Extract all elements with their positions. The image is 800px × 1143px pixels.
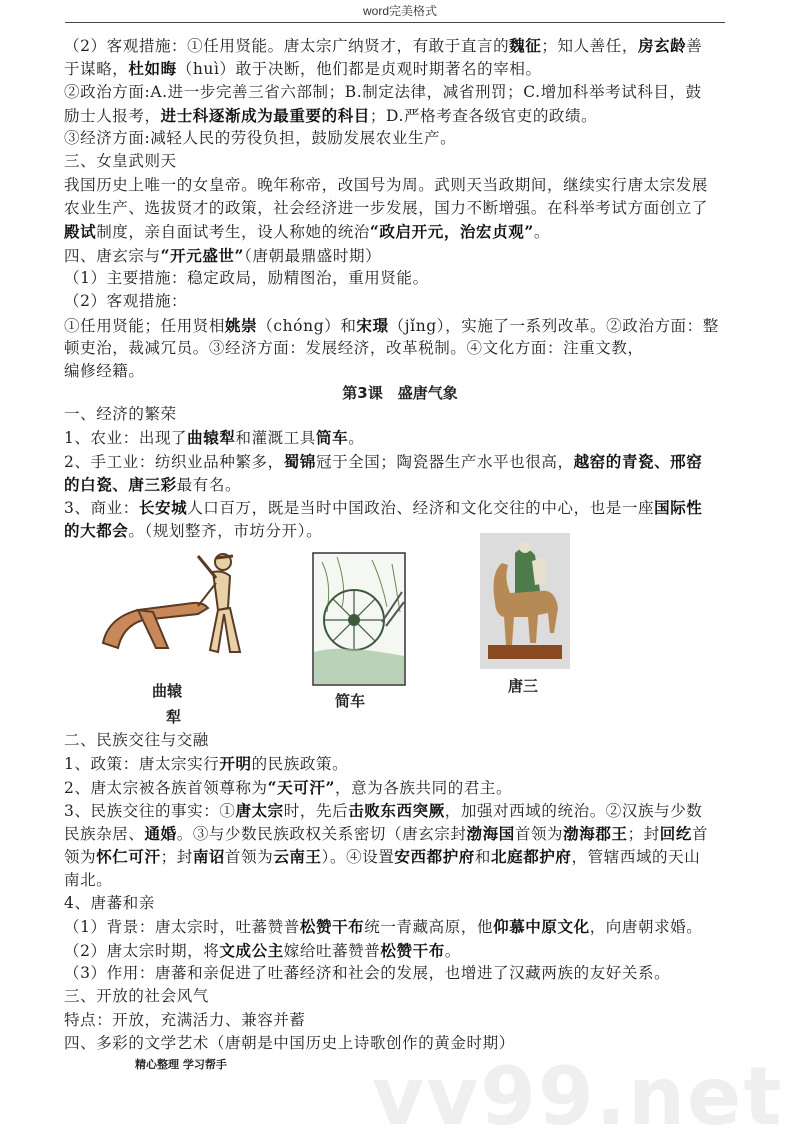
text-line	[64, 752, 734, 775]
text-segment: 嫁给吐蕃赞普	[283, 941, 381, 960]
text-segment: ，意为各族共同的君主。	[335, 778, 513, 797]
text-line	[64, 127, 734, 150]
text-line	[64, 426, 734, 449]
text-segment: 善	[686, 37, 703, 55]
text-segment: 三、女皇武则天	[64, 152, 177, 171]
bold-keyword: 渤海郡王	[563, 824, 628, 844]
text-line	[64, 450, 734, 473]
bold-keyword: 北庭都护府	[491, 847, 572, 867]
plow-caption: 曲辕	[152, 682, 183, 700]
text-segment: 编修经籍。	[64, 362, 145, 381]
text-line	[64, 799, 734, 822]
bold-keyword: 进士科逐渐成为最重要的科目	[160, 105, 370, 125]
text-line	[64, 244, 734, 267]
bold-keyword: 长安城	[138, 498, 188, 518]
text-segment: 。	[348, 429, 365, 448]
text-segment: 顿吏治，裁减冗员。③经济方面：发展经济，改革税制。④文化方面：注重文教，	[64, 338, 644, 357]
bold-keyword: 开明	[219, 754, 252, 774]
bold-keyword: 唐太宗	[235, 800, 284, 820]
bold-keyword: 云南王	[273, 847, 322, 867]
bold-keyword: 曲辕犁	[187, 428, 236, 448]
text-segment: （唐朝最鼎盛时期）	[244, 246, 382, 265]
bold-keyword: 松赞干布	[380, 940, 445, 960]
text-segment: （1）主要措施：稳定政局，励精图治，重用贤能。	[64, 268, 429, 287]
text-segment: 农业生产、选拔贤才的政策，社会经济进一步发展，国力不断增强。在科举考试方面创立了	[64, 199, 709, 218]
text-segment: 的民族政策。	[251, 755, 349, 774]
plow-caption-cut: 犁	[166, 708, 182, 726]
text-segment: 四、唐玄宗与	[64, 246, 161, 265]
text-segment: 2、唐太宗被各族首领尊称为	[64, 778, 268, 797]
text-line	[64, 104, 734, 127]
bold-keyword: 回纥	[659, 824, 692, 844]
text-block-tang-taizong-wuzetian-xuanzong	[64, 34, 734, 383]
bold-keyword: 渤海国	[466, 824, 515, 844]
text-segment: 。	[533, 223, 550, 242]
text-segment: 人口百万，既是当时中国政治、经济和文化交往的中心，也是一座	[187, 499, 655, 518]
text-line	[64, 473, 734, 496]
bold-keyword: 宋璟	[356, 315, 389, 335]
text-segment: ①任用贤能；任用贤相	[64, 316, 226, 335]
text-segment: 首	[691, 825, 709, 844]
bold-keyword: 击败东西突厥	[348, 800, 445, 820]
text-line	[64, 57, 734, 80]
text-segment: 1、农业：出现了	[64, 429, 188, 448]
text-segment: 领为	[64, 848, 97, 867]
bold-keyword: 通婚	[144, 824, 177, 844]
header-divider	[65, 22, 725, 23]
text-segment: 和	[474, 848, 492, 867]
text-segment: ③经济方面:减轻人民的劳役负担，鼓励发展农业生产。	[64, 129, 457, 148]
text-line	[64, 360, 734, 383]
text-line	[64, 915, 734, 938]
text-line	[64, 496, 734, 519]
text-segment: 一、经济的繁荣	[64, 405, 177, 423]
text-segment: 首领为	[514, 825, 564, 844]
text-segment: ；D.严格考查各级官吏的政绩。	[369, 106, 598, 125]
bold-keyword: 文成公主	[219, 940, 284, 960]
text-segment: 4、唐蕃和亲	[64, 894, 155, 913]
bold-keyword: 筒车	[316, 428, 349, 448]
water-wheel-caption: 简车	[335, 692, 366, 710]
text-line	[64, 314, 734, 337]
page-header: word完美格式	[362, 4, 437, 18]
text-segment: 民族杂居、	[64, 825, 145, 844]
bold-keyword: “天可汗”	[267, 777, 336, 797]
bold-keyword: 怀仁可汗	[96, 847, 161, 867]
text-line	[64, 1009, 734, 1032]
bold-keyword: 杜如晦	[128, 59, 177, 79]
bold-keyword: 蜀锦	[283, 451, 316, 471]
bold-keyword: 国际性	[654, 498, 703, 518]
watermark: vv99.net	[372, 1050, 784, 1143]
text-segment: ；封	[160, 848, 193, 867]
bold-keyword: 房玄龄	[637, 36, 687, 55]
text-line	[64, 197, 734, 220]
text-segment: 3、民族交往的事实：①	[64, 801, 236, 820]
text-line	[64, 776, 734, 799]
text-segment: ，加强对西域的统治。②汉族与少数	[444, 801, 703, 820]
text-line	[64, 985, 734, 1008]
text-segment: （huì）敢于决断，他们都是贞观时期著名的宰相。	[176, 60, 542, 79]
text-segment: ）。④设置	[321, 848, 395, 867]
tang-tricolor-caption: 唐三	[508, 677, 539, 695]
text-line	[64, 962, 734, 985]
text-segment: （2）唐太宗时期，将	[64, 941, 220, 960]
bold-keyword: 南诏	[192, 847, 226, 867]
curved-shaft-plow-image	[98, 548, 248, 658]
text-segment: 南北。	[64, 870, 113, 889]
text-line	[64, 869, 734, 892]
text-segment: 统一青藏高原，他	[364, 918, 494, 937]
text-segment: （2）客观措施：	[64, 292, 188, 311]
bold-keyword: 的大都会	[64, 521, 129, 541]
bold-keyword: 越窑的青瓷、邢窑	[573, 451, 703, 471]
text-segment: 我国历史上唯一的女皇帝。晚年称帝，改国号为周。武则天当政期间，继续实行唐太宗发展	[64, 175, 709, 194]
text-segment: ，管辖西域的天山	[571, 848, 701, 867]
text-line	[64, 220, 734, 243]
bold-keyword: 仰慕中原文化	[493, 917, 590, 937]
text-line	[64, 729, 734, 752]
bold-keyword: 松赞干布	[299, 917, 365, 937]
bold-keyword: 殿试	[64, 222, 97, 242]
bold-keyword: 魏征	[509, 36, 542, 55]
text-segment: 二、民族交往与交融	[64, 731, 209, 749]
text-segment: ②政治方面:A.进一步完善三省六部制；B.制定法律，减省刑罚；C.增加科举考试科目，鼓	[64, 82, 702, 101]
text-segment: 首领为	[225, 848, 274, 867]
bold-keyword: “开元盛世”	[160, 245, 245, 265]
text-line	[64, 81, 734, 104]
text-segment: 冠于全国；陶瓷器生产水平也很高，	[315, 452, 574, 471]
text-line	[64, 939, 734, 962]
page-footer: 精心整理 学习帮手	[135, 1058, 227, 1071]
text-line	[64, 822, 734, 845]
text-segment: 四、多彩的文学艺术（唐朝是中国历史上诗歌创作的黄金时期）	[64, 1033, 515, 1052]
text-block-economy	[64, 403, 734, 543]
text-segment: （2）客观措施：①任用贤能。唐太宗广纳贤才，有敢于直言的	[64, 37, 510, 55]
text-segment: 最有名。	[176, 475, 242, 494]
text-segment: ，向唐朝求婚。	[589, 918, 703, 937]
text-segment: 3、商业：	[64, 499, 139, 518]
text-line	[64, 150, 734, 173]
water-wheel-image	[312, 552, 406, 686]
bold-keyword: “政启开元，治宏贞观”	[369, 222, 534, 242]
text-line	[64, 403, 734, 426]
text-segment: 三、开放的社会风气	[64, 987, 209, 1006]
text-line	[64, 174, 734, 197]
text-segment: （3）作用：唐蕃和亲促进了吐蕃经济和社会的发展，也增进了汉藏两族的友好关系。	[64, 963, 671, 982]
text-segment: 。（规划整齐，市坊分开）。	[128, 522, 323, 541]
text-segment: 2、手工业：纺织业品种繁多，	[64, 452, 284, 471]
text-line	[64, 519, 734, 542]
text-line	[64, 34, 734, 57]
text-segment: 励士人报考，	[64, 106, 161, 125]
tang-tricolor-camel-image	[480, 533, 570, 669]
text-segment: 。	[444, 941, 461, 960]
text-segment: 于谋略，	[64, 60, 129, 79]
bold-keyword: 的白瓷、唐三彩	[64, 474, 177, 494]
text-segment: （jǐng），实施了一系列改革。②政治方面：整	[388, 316, 719, 335]
lesson-title: 第3课 盛唐气象	[342, 384, 458, 402]
text-segment: （1）背景：唐太宗时，吐蕃赞普	[64, 918, 300, 937]
text-segment: 特点：开放，充满活力、兼容并蓄	[64, 1010, 306, 1029]
text-segment: 1、政策：唐太宗实行	[64, 755, 220, 774]
bold-keyword: 安西都护府	[394, 847, 475, 867]
text-segment: 。③与少数民族政权关系密切（唐玄宗封	[176, 825, 467, 844]
text-line	[64, 290, 734, 313]
text-segment: 时，先后	[283, 801, 349, 820]
text-segment: 制度，亲自面试考生，设人称她的统治	[96, 223, 370, 242]
text-segment: ；知人善任，	[541, 37, 638, 55]
text-line	[64, 337, 734, 360]
text-block-ethnic-relations	[64, 729, 734, 1055]
text-segment: 和灌溉工具	[235, 429, 316, 448]
bold-keyword: 姚崇	[225, 315, 258, 335]
text-segment: ；封	[627, 825, 660, 844]
text-line	[64, 892, 734, 915]
text-line	[64, 845, 734, 868]
text-segment: （chóng）和	[257, 316, 357, 335]
text-line	[64, 267, 734, 290]
